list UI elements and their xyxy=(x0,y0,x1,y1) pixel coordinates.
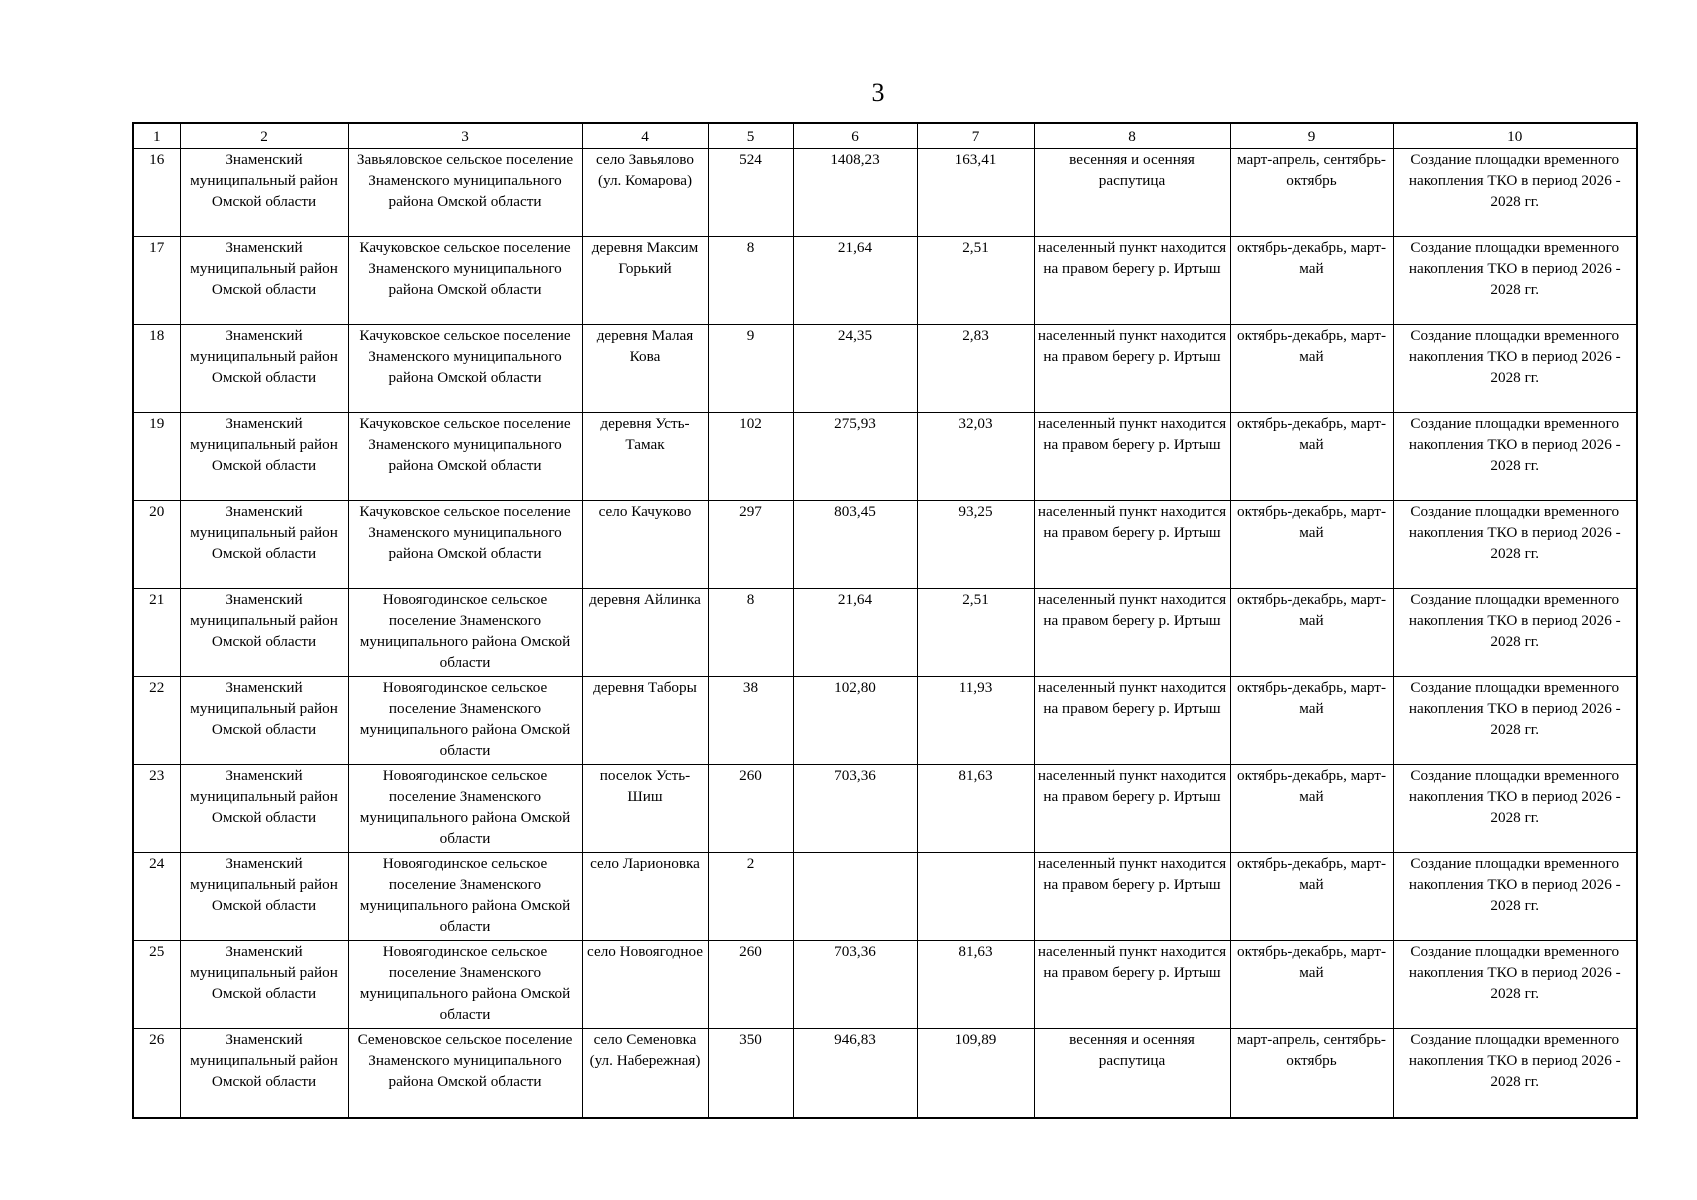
period-cell: октябрь-декабрь, март-май xyxy=(1230,589,1393,677)
table-row xyxy=(133,325,1637,413)
measure-cell: Создание площадки временного накопления ТКО в период 2026 - 2028 гг. xyxy=(1393,853,1637,941)
settlement-cell: Новоягодинское сельское поселение Знаменского муниципального района Омской области xyxy=(348,941,582,1029)
row-number-cell: 24 xyxy=(133,853,180,941)
district-cell: Знаменский муниципальный район Омской области xyxy=(180,941,348,1029)
district-cell: Знаменский муниципальный район Омской области xyxy=(180,501,348,589)
locality-cell: село Ларионовка xyxy=(582,853,708,941)
table-row xyxy=(133,941,1637,1029)
row-number-cell: 23 xyxy=(133,765,180,853)
district-cell: Знаменский муниципальный район Омской области xyxy=(180,765,348,853)
volume-m3-cell: 703,36 xyxy=(793,765,917,853)
volume-m3-cell: 803,45 xyxy=(793,501,917,589)
column-header: 2 xyxy=(180,123,348,149)
mass-t-cell: 2,51 xyxy=(917,589,1034,677)
locality-cell: село Семеновка (ул. Набережная) xyxy=(582,1029,708,1118)
measure-cell: Создание площадки временного накопления ТКО в период 2026 - 2028 гг. xyxy=(1393,765,1637,853)
data-table xyxy=(132,122,1638,1119)
locality-cell: поселок Усть-Шиш xyxy=(582,765,708,853)
measure-cell: Создание площадки временного накопления ТКО в период 2026 - 2028 гг. xyxy=(1393,941,1637,1029)
volume-m3-cell: 102,80 xyxy=(793,677,917,765)
measure-cell: Создание площадки временного накопления ТКО в период 2026 - 2028 гг. xyxy=(1393,589,1637,677)
population-cell: 297 xyxy=(708,501,793,589)
population-cell: 2 xyxy=(708,853,793,941)
column-header: 1 xyxy=(133,123,180,149)
mass-t-cell: 2,51 xyxy=(917,237,1034,325)
table-body xyxy=(133,149,1637,1118)
reason-cell: весенняя и осенняя распутица xyxy=(1034,149,1230,237)
row-number-cell: 19 xyxy=(133,413,180,501)
volume-m3-cell: 275,93 xyxy=(793,413,917,501)
volume-m3-cell xyxy=(793,853,917,941)
population-cell: 524 xyxy=(708,149,793,237)
district-cell: Знаменский муниципальный район Омской области xyxy=(180,1029,348,1118)
district-cell: Знаменский муниципальный район Омской области xyxy=(180,237,348,325)
settlement-cell: Новоягодинское сельское поселение Знаменского муниципального района Омской области xyxy=(348,765,582,853)
population-cell: 8 xyxy=(708,589,793,677)
district-cell: Знаменский муниципальный район Омской области xyxy=(180,677,348,765)
table-row xyxy=(133,413,1637,501)
table-row xyxy=(133,501,1637,589)
settlement-cell: Качуковское сельское поселение Знаменского муниципального района Омской области xyxy=(348,237,582,325)
row-number-cell: 16 xyxy=(133,149,180,237)
table-header-row xyxy=(133,123,1637,149)
volume-m3-cell: 21,64 xyxy=(793,589,917,677)
reason-cell: населенный пункт находится на правом берегу р. Иртыш xyxy=(1034,413,1230,501)
table-row xyxy=(133,765,1637,853)
column-header: 6 xyxy=(793,123,917,149)
mass-t-cell: 81,63 xyxy=(917,941,1034,1029)
column-header: 4 xyxy=(582,123,708,149)
locality-cell: деревня Таборы xyxy=(582,677,708,765)
row-number-cell: 21 xyxy=(133,589,180,677)
period-cell: октябрь-декабрь, март-май xyxy=(1230,677,1393,765)
column-header: 7 xyxy=(917,123,1034,149)
table-row xyxy=(133,853,1637,941)
measure-cell: Создание площадки временного накопления ТКО в период 2026 - 2028 гг. xyxy=(1393,237,1637,325)
mass-t-cell: 32,03 xyxy=(917,413,1034,501)
locality-cell: село Качуково xyxy=(582,501,708,589)
mass-t-cell: 11,93 xyxy=(917,677,1034,765)
reason-cell: населенный пункт находится на правом берегу р. Иртыш xyxy=(1034,765,1230,853)
reason-cell: населенный пункт находится на правом берегу р. Иртыш xyxy=(1034,325,1230,413)
reason-cell: населенный пункт находится на правом берегу р. Иртыш xyxy=(1034,853,1230,941)
population-cell: 350 xyxy=(708,1029,793,1118)
reason-cell: населенный пункт находится на правом берегу р. Иртыш xyxy=(1034,501,1230,589)
measure-cell: Создание площадки временного накопления ТКО в период 2026 - 2028 гг. xyxy=(1393,325,1637,413)
mass-t-cell: 109,89 xyxy=(917,1029,1034,1118)
measure-cell: Создание площадки временного накопления ТКО в период 2026 - 2028 гг. xyxy=(1393,501,1637,589)
settlement-cell: Качуковское сельское поселение Знаменского муниципального района Омской области xyxy=(348,501,582,589)
population-cell: 260 xyxy=(708,765,793,853)
table-row xyxy=(133,237,1637,325)
period-cell: октябрь-декабрь, март-май xyxy=(1230,413,1393,501)
population-cell: 38 xyxy=(708,677,793,765)
row-number-cell: 17 xyxy=(133,237,180,325)
reason-cell: населенный пункт находится на правом берегу р. Иртыш xyxy=(1034,589,1230,677)
period-cell: октябрь-декабрь, март-май xyxy=(1230,325,1393,413)
column-header: 3 xyxy=(348,123,582,149)
district-cell: Знаменский муниципальный район Омской области xyxy=(180,589,348,677)
population-cell: 260 xyxy=(708,941,793,1029)
row-number-cell: 25 xyxy=(133,941,180,1029)
period-cell: октябрь-декабрь, март-май xyxy=(1230,765,1393,853)
reason-cell: населенный пункт находится на правом берегу р. Иртыш xyxy=(1034,941,1230,1029)
measure-cell: Создание площадки временного накопления ТКО в период 2026 - 2028 гг. xyxy=(1393,149,1637,237)
table-row xyxy=(133,589,1637,677)
settlement-cell: Новоягодинское сельское поселение Знаменского муниципального района Омской области xyxy=(348,589,582,677)
settlement-cell: Качуковское сельское поселение Знаменского муниципального района Омской области xyxy=(348,325,582,413)
page-number: 3 xyxy=(871,78,885,107)
population-cell: 8 xyxy=(708,237,793,325)
reason-cell: весенняя и осенняя распутица xyxy=(1034,1029,1230,1118)
column-header: 10 xyxy=(1393,123,1637,149)
mass-t-cell: 2,83 xyxy=(917,325,1034,413)
district-cell: Знаменский муниципальный район Омской области xyxy=(180,325,348,413)
period-cell: март-апрель, сентябрь-октябрь xyxy=(1230,1029,1393,1118)
mass-t-cell: 163,41 xyxy=(917,149,1034,237)
period-cell: октябрь-декабрь, март-май xyxy=(1230,941,1393,1029)
period-cell: октябрь-декабрь, март-май xyxy=(1230,853,1393,941)
reason-cell: населенный пункт находится на правом берегу р. Иртыш xyxy=(1034,677,1230,765)
volume-m3-cell: 1408,23 xyxy=(793,149,917,237)
volume-m3-cell: 24,35 xyxy=(793,325,917,413)
reason-cell: населенный пункт находится на правом берегу р. Иртыш xyxy=(1034,237,1230,325)
period-cell: октябрь-декабрь, март-май xyxy=(1230,501,1393,589)
settlement-cell: Завьяловское сельское поселение Знаменского муниципального района Омской области xyxy=(348,149,582,237)
row-number-cell: 20 xyxy=(133,501,180,589)
column-header: 5 xyxy=(708,123,793,149)
district-cell: Знаменский муниципальный район Омской области xyxy=(180,413,348,501)
district-cell: Знаменский муниципальный район Омской области xyxy=(180,853,348,941)
mass-t-cell xyxy=(917,853,1034,941)
locality-cell: село Завьялово (ул. Комарова) xyxy=(582,149,708,237)
population-cell: 9 xyxy=(708,325,793,413)
settlement-cell: Новоягодинское сельское поселение Знаменского муниципального района Омской области xyxy=(348,853,582,941)
locality-cell: деревня Максим Горький xyxy=(582,237,708,325)
volume-m3-cell: 21,64 xyxy=(793,237,917,325)
volume-m3-cell: 946,83 xyxy=(793,1029,917,1118)
measure-cell: Создание площадки временного накопления ТКО в период 2026 - 2028 гг. xyxy=(1393,677,1637,765)
column-header: 8 xyxy=(1034,123,1230,149)
measure-cell: Создание площадки временного накопления ТКО в период 2026 - 2028 гг. xyxy=(1393,1029,1637,1118)
population-cell: 102 xyxy=(708,413,793,501)
settlement-cell: Новоягодинское сельское поселение Знаменского муниципального района Омской области xyxy=(348,677,582,765)
locality-cell: деревня Малая Кова xyxy=(582,325,708,413)
period-cell: март-апрель, сентябрь-октябрь xyxy=(1230,149,1393,237)
settlement-cell: Семеновское сельское поселение Знаменского муниципального района Омской области xyxy=(348,1029,582,1118)
table-row xyxy=(133,149,1637,237)
settlement-cell: Качуковское сельское поселение Знаменского муниципального района Омской области xyxy=(348,413,582,501)
column-header: 9 xyxy=(1230,123,1393,149)
row-number-cell: 18 xyxy=(133,325,180,413)
volume-m3-cell: 703,36 xyxy=(793,941,917,1029)
locality-cell: деревня Усть-Тамак xyxy=(582,413,708,501)
row-number-cell: 26 xyxy=(133,1029,180,1118)
table-row xyxy=(133,1029,1637,1118)
row-number-cell: 22 xyxy=(133,677,180,765)
mass-t-cell: 93,25 xyxy=(917,501,1034,589)
locality-cell: деревня Айлинка xyxy=(582,589,708,677)
locality-cell: село Новоягодное xyxy=(582,941,708,1029)
table-row xyxy=(133,677,1637,765)
measure-cell: Создание площадки временного накопления ТКО в период 2026 - 2028 гг. xyxy=(1393,413,1637,501)
district-cell: Знаменский муниципальный район Омской области xyxy=(180,149,348,237)
mass-t-cell: 81,63 xyxy=(917,765,1034,853)
period-cell: октябрь-декабрь, март-май xyxy=(1230,237,1393,325)
